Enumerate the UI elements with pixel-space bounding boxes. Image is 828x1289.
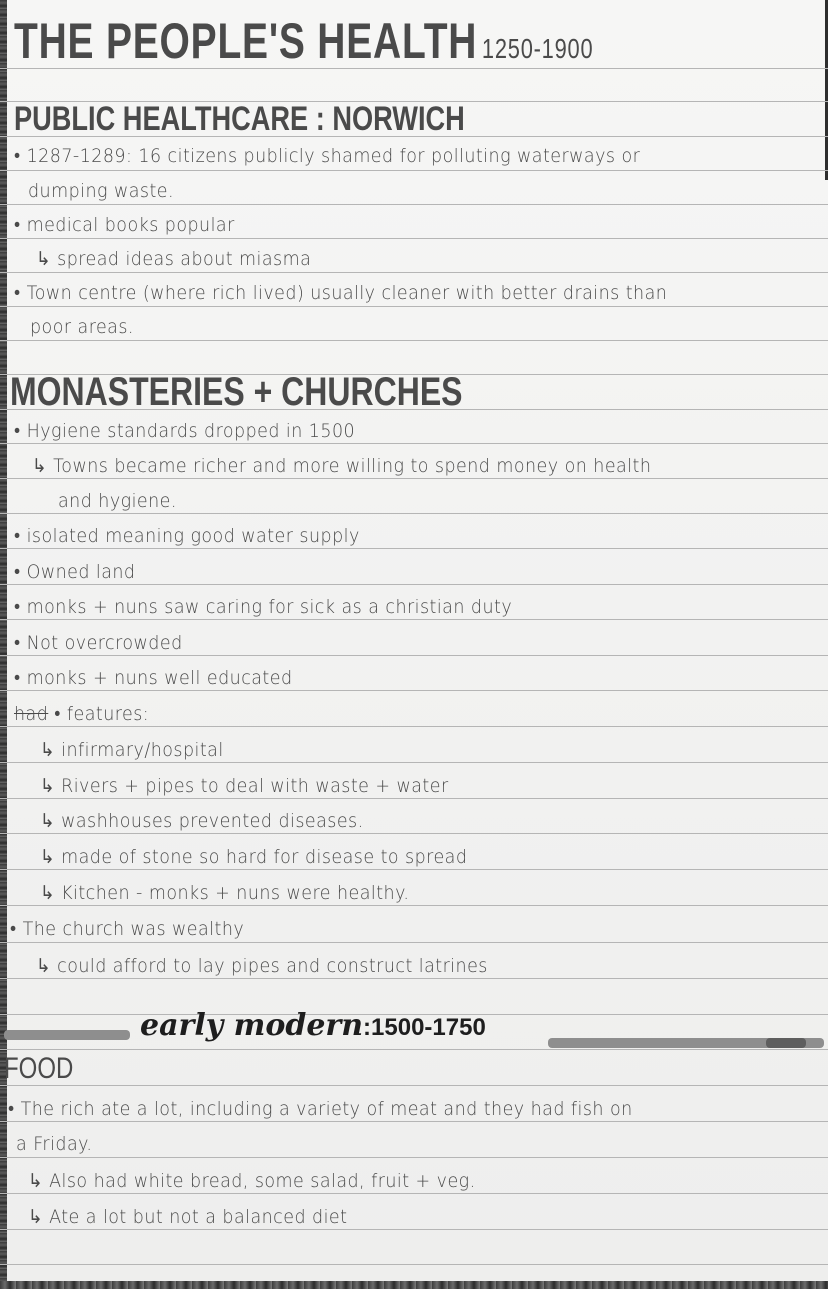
ruled-line — [0, 443, 828, 444]
ruled-line — [0, 1085, 828, 1086]
note-line: ↳ Ate a lot but not a balanced diet — [28, 1206, 348, 1228]
notebook-binding — [0, 0, 7, 1289]
note-line: • 1287-1289: 16 citizens publicly shamed for polluting waterways or — [14, 145, 641, 167]
note-line: • The church was wealthy — [10, 918, 245, 940]
ruled-line — [0, 905, 828, 906]
ruled-line — [0, 619, 828, 620]
page-bottom-edge — [0, 1281, 828, 1289]
note-line: ↳ could afford to lay pipes and construct latrines — [36, 955, 488, 977]
highlighter-bar-dark — [766, 1038, 806, 1048]
note-line: • Owned land — [14, 561, 136, 583]
ruled-line — [0, 1157, 828, 1158]
note-line: ↳ Also had white bread, some salad, fruit + veg. — [28, 1170, 476, 1192]
note-line: and hygiene. — [58, 490, 177, 512]
note-line: • isolated meaning good water supply — [14, 525, 360, 547]
note-line — [14, 703, 149, 726]
ruled-line — [0, 978, 828, 979]
era-label: early modern — [140, 1008, 364, 1043]
section-heading-monasteries: MONASTERIES + CHURCHES — [10, 370, 463, 414]
note-line: • Hygiene standards dropped in 1500 — [14, 420, 356, 442]
ruled-line — [0, 513, 828, 514]
ruled-line — [0, 238, 828, 239]
note-line: ↳ infirmary/hospital — [40, 739, 224, 761]
ruled-line — [0, 170, 828, 171]
note-line: dumping waste. — [28, 180, 175, 202]
section-heading-public-healthcare: PUBLIC HEALTHCARE : NORWICH — [14, 100, 465, 138]
ruled-line — [0, 1121, 828, 1122]
ruled-line — [0, 306, 828, 307]
ruled-line — [0, 340, 828, 341]
note-line: a Friday. — [16, 1133, 93, 1155]
ruled-line — [0, 1193, 828, 1194]
note-line: • The rich ate a lot, including a variety of meat and they had fish on — [8, 1098, 633, 1120]
section-heading-food: FOOD — [4, 1052, 74, 1085]
ruled-line — [0, 869, 828, 870]
note-text: • features: — [54, 703, 150, 725]
page-title — [14, 12, 593, 70]
note-line: ↳ made of stone so hard for disease to spread — [40, 846, 468, 868]
note-line: ↳ Rivers + pipes to deal with waste + water — [40, 775, 449, 797]
note-line: poor areas. — [30, 316, 134, 338]
era-years: :1500-1750 — [363, 1014, 486, 1041]
ruled-line — [0, 798, 828, 799]
ruled-line — [0, 690, 828, 691]
page-title-years: 1250-1900 — [481, 33, 594, 64]
note-line: ↳ washhouses prevented diseases. — [40, 810, 364, 832]
ruled-line — [0, 204, 828, 205]
page-title-text: THE PEOPLE'S HEALTH — [14, 13, 478, 69]
ruled-line — [0, 833, 828, 834]
note-line: • monks + nuns saw caring for sick as a christian duty — [14, 596, 513, 618]
note-line: ↳ Kitchen - monks + nuns were healthy. — [40, 882, 410, 904]
era-heading — [140, 1008, 486, 1043]
ruled-line — [0, 655, 828, 656]
struck-word: had — [14, 703, 49, 725]
ruled-line — [0, 726, 828, 727]
highlighter-bar — [4, 1030, 130, 1040]
note-line: • medical books popular — [14, 214, 235, 236]
ruled-line — [0, 272, 828, 273]
ruled-line — [0, 762, 828, 763]
note-line: ↳ spread ideas about miasma — [36, 248, 312, 270]
ruled-line — [0, 1049, 828, 1050]
note-line: • Not overcrowded — [14, 632, 183, 654]
ruled-line — [0, 942, 828, 943]
ruled-line — [0, 478, 828, 479]
ruled-line — [0, 1264, 828, 1265]
note-line: • Town centre (where rich lived) usually cleaner with better drains than — [14, 282, 668, 304]
note-line: • monks + nuns well educated — [14, 667, 293, 689]
ruled-line — [0, 1229, 828, 1230]
note-line: ↳ Towns became richer and more willing to spend money on health — [32, 455, 652, 477]
ruled-line — [0, 584, 828, 585]
ruled-line — [0, 548, 828, 549]
